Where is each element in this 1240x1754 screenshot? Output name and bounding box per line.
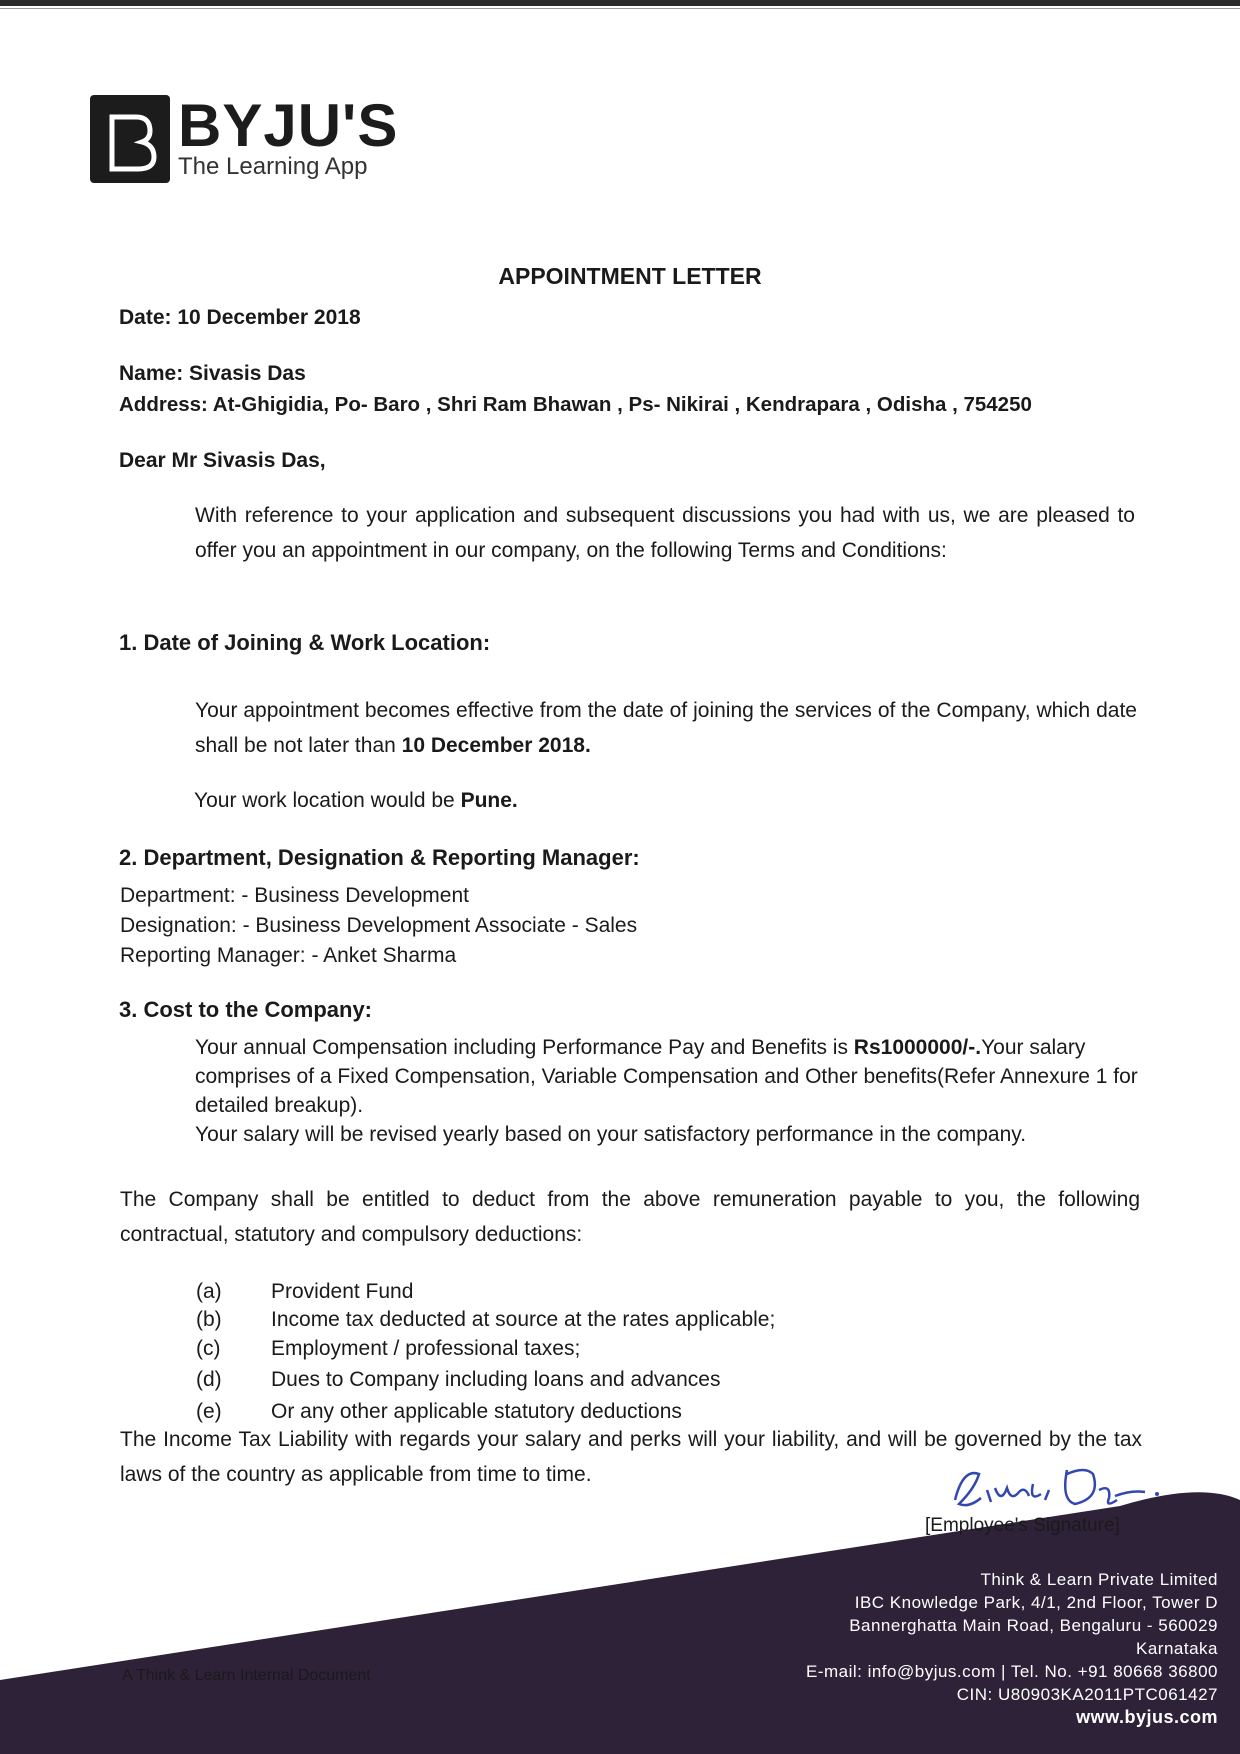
top-border-thin <box>0 8 1240 9</box>
deduction-item: (d) Dues to Company including loans and advances <box>196 1368 721 1391</box>
ctc-amount: Rs1000000/-. <box>853 1036 982 1059</box>
joining-date: 10 December 2018. <box>401 734 591 757</box>
company-footer <box>806 1568 1218 1729</box>
section-1-heading: 1. Date of Joining & Work Location: <box>119 630 491 655</box>
logo-name: BYJU'S <box>178 92 399 159</box>
byjus-b-icon <box>90 95 170 183</box>
company-address-1: IBC Knowledge Park, 4/1, 2nd Floor, Tower D <box>854 1593 1218 1612</box>
section-2-heading: 2. Department, Designation & Reporting Manager: <box>119 845 640 870</box>
work-location-line: Your work location would be Pune. <box>194 789 518 812</box>
deduction-item: (c) Employment / professional taxes; <box>196 1337 581 1360</box>
letter-date: Date: 10 December 2018 <box>119 306 361 329</box>
byjus-logo <box>90 92 399 183</box>
signature-label: [Employee's Signature] <box>925 1515 1120 1536</box>
tax-note: The Income Tax Liability with regards your salary and perks will your liability, and will be governed by the tax laws of the country as applicable from time to time. <box>120 1428 1142 1486</box>
deduction-item: (a) Provident Fund <box>196 1280 414 1303</box>
designation-line: Designation: - Business Development Associate - Sales <box>120 914 638 937</box>
company-name: Think & Learn Private Limited <box>980 1570 1218 1589</box>
internal-document-note: A Think & Learn Internal Document <box>122 1667 371 1684</box>
work-location: Pune. <box>460 789 518 812</box>
logo-tagline: The Learning App <box>178 153 368 180</box>
department-line: Department: - Business Development <box>120 884 469 907</box>
reporting-manager-line: Reporting Manager: - Anket Sharma <box>120 944 457 967</box>
company-contact: E-mail: info@byjus.com | Tel. No. +91 80668 36800 <box>805 1662 1218 1681</box>
company-state: Karnataka <box>1136 1639 1218 1658</box>
letter-title: APPOINTMENT LETTER <box>498 263 762 289</box>
salutation: Dear Mr Sivasis Das, <box>119 449 326 472</box>
section-3-heading: 3. Cost to the Company: <box>119 997 373 1022</box>
deduction-item: (e) Or any other applicable statutory deductions <box>196 1400 682 1423</box>
compensation-paragraph: Your annual Compensation including Performance Pay and Benefits is Rs1000000/-.Your salary comprises of a Fixed Compensation, Variable Compensation and Other benefits(Refer Annexure 1 for detailed breakup). Your salary will be revised yearly based on your satisfactory performance in the company. <box>195 1036 1138 1146</box>
top-border <box>0 0 1240 6</box>
company-cin: CIN: U80903KA2011PTC061427 <box>956 1685 1218 1704</box>
joining-paragraph: Your appointment becomes effective from the date of joining the services of the Company, which date shall be not later than 10 December 2018. <box>195 699 1137 757</box>
deductions-intro: The Company shall be entitled to deduct from the above remuneration payable to you, the following contractual, statutory and compulsory deductions: <box>120 1188 1140 1246</box>
company-website: www.byjus.com <box>1076 1707 1218 1727</box>
recipient-address: Address: At-Ghigidia, Po- Baro , Shri Ram Bhawan , Ps- Nikirai , Kendrapara , Odisha , 754250 <box>119 393 1032 416</box>
deduction-item: (b) Income tax deducted at source at the rates applicable; <box>196 1308 776 1331</box>
recipient-name: Name: Sivasis Das <box>119 362 306 385</box>
company-address-2: Bannerghatta Main Road, Bengaluru - 560029 <box>849 1616 1218 1635</box>
intro-paragraph: With reference to your application and subsequent discussions you had with us, we are pleased to offer you an appointment in our company, on the following Terms and Conditions: <box>195 504 1135 562</box>
revision-text: Your salary will be revised yearly based on your satisfactory performance in the company. <box>195 1123 1027 1146</box>
